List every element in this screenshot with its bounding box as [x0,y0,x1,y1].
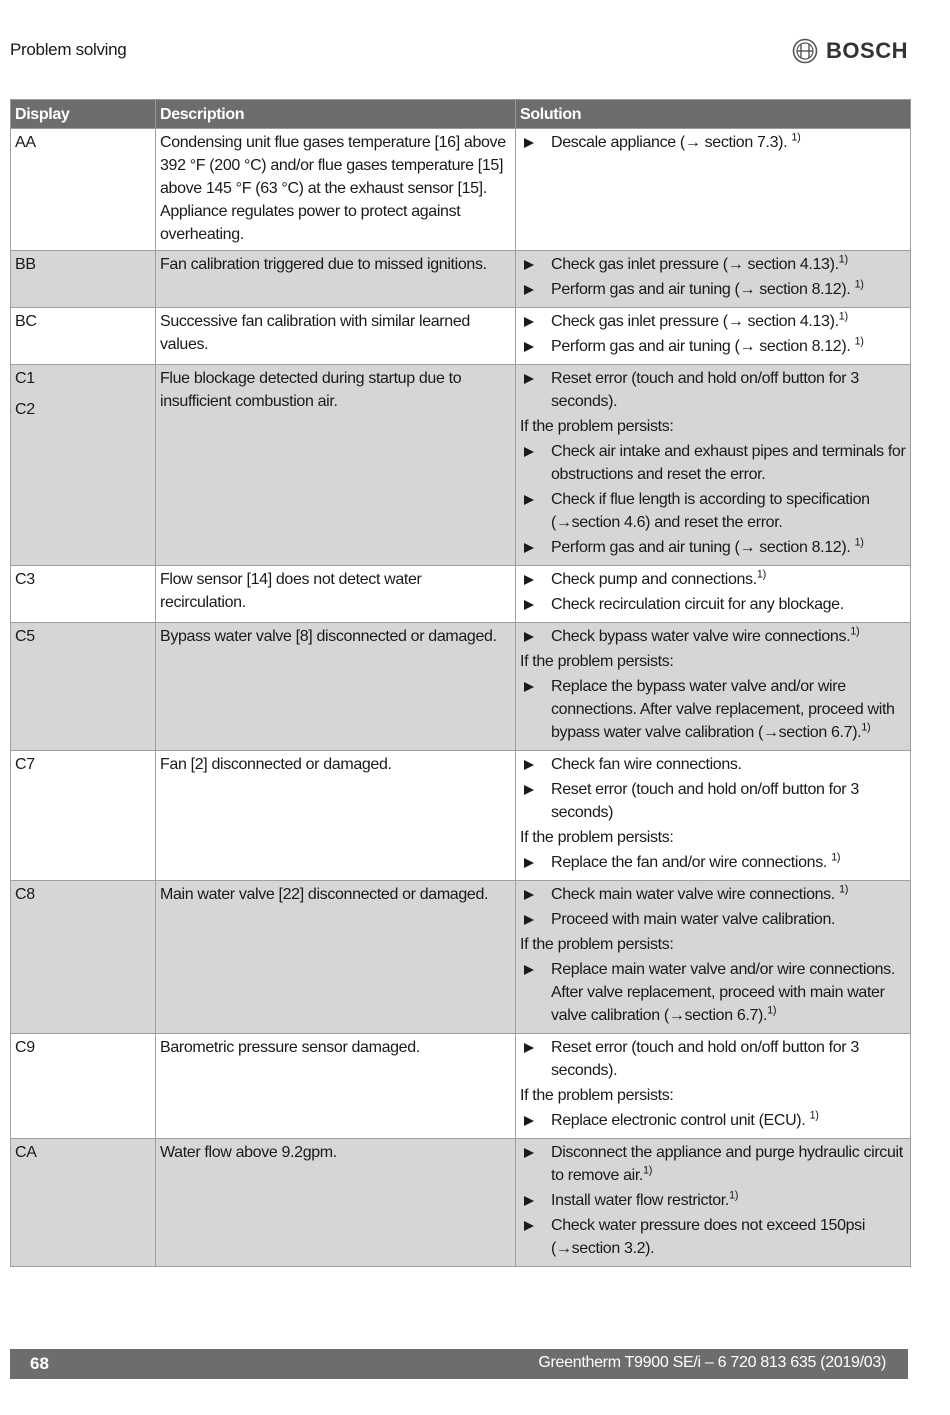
display-code: C7 [15,756,35,773]
solution-step [520,568,906,591]
solution-step [520,1109,906,1132]
column-header-solution: Solution [516,100,911,129]
solution-note [520,650,906,673]
solution-text: Replace main water valve and/or wire connections. After valve replacement, proceed with main water valve calibration (→section 6.7). [551,961,895,1024]
solution-text: Replace the bypass water valve and/or wire connections. After valve replacement, proceed with bypass water valve calibration (→section 6.7). [551,678,895,741]
solution-step [520,310,906,333]
table-row [11,881,911,1034]
footnote-marker: 1) [767,1004,777,1017]
solution-cell [516,566,911,623]
solution-cell [516,881,911,1034]
solution-step [520,335,906,358]
solution-text: If the problem persists: [520,1087,674,1104]
solution-text: Check pump and connections. [551,571,757,588]
description-cell: Bypass water valve [8] disconnected or damaged. [156,623,516,751]
solution-step [520,851,906,874]
solution-step [520,883,906,906]
display-code: BC [15,313,37,330]
solution-cell [516,1139,911,1267]
bullet-arrow-icon [524,317,534,327]
table-row [11,129,911,251]
solution-note [520,415,906,438]
display-code-cell [11,751,156,881]
bullet-arrow-icon [524,600,534,610]
display-code: AA [15,134,36,151]
solution-text: If the problem persists: [520,829,674,846]
solution-text: Disconnect the appliance and purge hydraulic circuit to remove air. [551,1144,903,1184]
bullet-arrow-icon [524,342,534,352]
solution-text: Check fan wire connections. [551,756,742,773]
solution-text: If the problem persists: [520,936,674,953]
solution-text: Check main water valve wire connections. [551,886,840,903]
table-row [11,623,911,751]
table-row [11,1139,911,1267]
solution-text: Descale appliance (→ section 7.3). [551,134,792,151]
description-cell: Condensing unit flue gases temperature [16] above 392 °F (200 °C) and/or flue gases temperature [15] above 145 °F (63 °C) at the exhaust sensor [15]. Appliance regulates power to protect against overheating. [156,129,516,251]
bullet-arrow-icon [524,760,534,770]
description-cell: Fan [2] disconnected or damaged. [156,751,516,881]
column-header-display: Display [11,100,156,129]
bosch-logo-icon [792,38,818,64]
description-cell: Water flow above 9.2gpm. [156,1139,516,1267]
display-code-cell [11,308,156,365]
footnote-marker: 1) [831,851,841,864]
solution-step [520,536,906,559]
solution-text: If the problem persists: [520,653,674,670]
bullet-arrow-icon [524,785,534,795]
solution-text: Reset error (touch and hold on/off button for 3 seconds). [551,370,859,410]
footnote-marker: 1) [850,625,860,638]
display-code: C9 [15,1039,35,1056]
footnote-marker: 1) [854,278,864,291]
display-code: C1 [15,370,35,387]
page-footer [10,1349,908,1379]
display-code-cell [11,251,156,308]
bullet-arrow-icon [524,858,534,868]
footnote-marker: 1) [838,310,848,323]
solution-step [520,958,906,1027]
page-section-title: Problem solving [10,40,127,59]
solution-step [520,675,906,744]
solution-text: Perform gas and air tuning (→ section 8.12). [551,539,855,556]
footnote-marker: 1) [756,568,766,581]
solution-text: Proceed with main water valve calibration. [551,911,836,928]
footnote-marker: 1) [643,1164,653,1177]
error-code-table [10,99,911,1267]
description-cell: Fan calibration triggered due to missed ignitions. [156,251,516,308]
solution-cell [516,251,911,308]
bullet-arrow-icon [524,447,534,457]
table-header-row [11,100,911,129]
footnote-marker: 1) [729,1189,739,1202]
footnote-marker: 1) [809,1109,819,1122]
description-cell: Successive fan calibration with similar learned values. [156,308,516,365]
solution-step [520,593,906,616]
solution-cell [516,751,911,881]
solution-cell [516,1034,911,1139]
bullet-arrow-icon [524,682,534,692]
solution-step [520,908,906,931]
display-code: C5 [15,628,35,645]
solution-step [520,625,906,648]
bullet-arrow-icon [524,374,534,384]
brand-name: BOSCH [826,38,908,63]
description-cell: Flow sensor [14] does not detect water recirculation. [156,566,516,623]
solution-text: Check if flue length is according to specification (→section 4.6) and reset the error. [551,491,870,531]
table-row [11,751,911,881]
display-code-cell [11,129,156,251]
table-row [11,308,911,365]
bullet-arrow-icon [524,285,534,295]
solution-cell [516,623,911,751]
solution-text: Install water flow restrictor. [551,1192,730,1209]
bullet-arrow-icon [524,138,534,148]
solution-text: Check water pressure does not exceed 150psi (→section 3.2). [551,1217,866,1257]
page-number: 68 [30,1354,49,1373]
solution-step [520,1214,906,1260]
solution-step [520,488,906,534]
display-code-cell [11,881,156,1034]
solution-text: Replace the fan and/or wire connections. [551,854,832,871]
bullet-arrow-icon [524,495,534,505]
display-code-cell [11,1034,156,1139]
solution-step [520,131,906,154]
footnote-marker: 1) [838,253,848,266]
bullet-arrow-icon [524,1196,534,1206]
brand [792,38,908,64]
solution-text: Perform gas and air tuning (→ section 8.12). [551,281,855,298]
solution-note [520,826,906,849]
display-code-cell [11,365,156,566]
solution-text: Perform gas and air tuning (→ section 8.12). [551,338,855,355]
table-row [11,251,911,308]
bullet-arrow-icon [524,965,534,975]
display-code: BB [15,256,36,273]
display-code-cell [11,623,156,751]
footnote-marker: 1) [839,883,849,896]
solution-cell [516,365,911,566]
description-cell: Barometric pressure sensor damaged. [156,1034,516,1139]
solution-text: Check gas inlet pressure (→ section 4.13). [551,256,839,273]
bullet-arrow-icon [524,1043,534,1053]
solution-text: Reset error (touch and hold on/off button for 3 seconds). [551,1039,859,1079]
solution-text: If the problem persists: [520,418,674,435]
solution-text: Check air intake and exhaust pipes and terminals for obstructions and reset the error. [551,443,906,483]
display-code: C2 [15,401,35,418]
solution-step [520,253,906,276]
display-code: CA [15,1144,37,1161]
bullet-arrow-icon [524,1221,534,1231]
bullet-arrow-icon [524,915,534,925]
table-row [11,1034,911,1139]
bullet-arrow-icon [524,1116,534,1126]
table-row [11,566,911,623]
table-row [11,365,911,566]
bullet-arrow-icon [524,632,534,642]
solution-step [520,753,906,776]
footnote-marker: 1) [854,536,864,549]
solution-step [520,778,906,824]
solution-text: Check bypass water valve wire connections. [551,628,851,645]
solution-step [520,440,906,486]
solution-step [520,278,906,301]
solution-step [520,367,906,413]
solution-text: Check gas inlet pressure (→ section 4.13). [551,313,839,330]
bullet-arrow-icon [524,575,534,585]
description-cell: Main water valve [22] disconnected or damaged. [156,881,516,1034]
solution-note [520,933,906,956]
solution-step [520,1036,906,1082]
document-reference: Greentherm T9900 SE/i – 6 720 813 635 (2019/03) [538,1354,886,1371]
bullet-arrow-icon [524,543,534,553]
display-code-cell [11,1139,156,1267]
solution-cell [516,129,911,251]
solution-note [520,1084,906,1107]
display-code: C3 [15,571,35,588]
solution-text: Replace electronic control unit (ECU). [551,1112,810,1129]
footnote-marker: 1) [791,131,801,144]
solution-text: Check recirculation circuit for any blockage. [551,596,844,613]
display-code-cell [11,566,156,623]
footnote-marker: 1) [861,721,871,734]
bullet-arrow-icon [524,890,534,900]
bullet-arrow-icon [524,260,534,270]
display-code: C8 [15,886,35,903]
column-header-description: Description [156,100,516,129]
solution-text: Reset error (touch and hold on/off button for 3 seconds) [551,781,859,821]
solution-cell [516,308,911,365]
bullet-arrow-icon [524,1148,534,1158]
solution-step [520,1141,906,1187]
description-cell: Flue blockage detected during startup due to insufficient combustion air. [156,365,516,566]
solution-step [520,1189,906,1212]
footnote-marker: 1) [854,335,864,348]
